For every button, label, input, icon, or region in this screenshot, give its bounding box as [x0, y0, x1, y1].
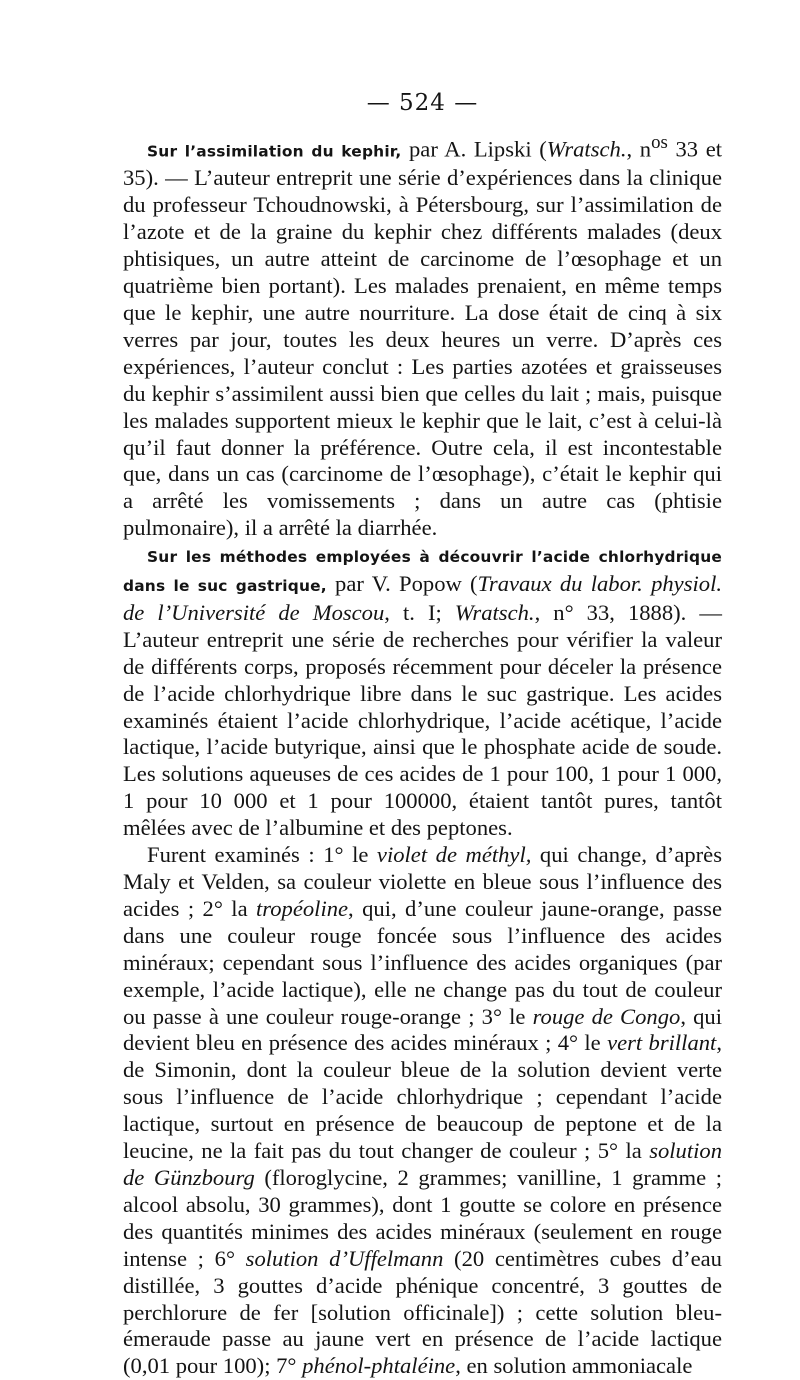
article-lipski-title: Sur l’assimilation du kephir,: [147, 142, 402, 161]
text-run: qui change, d’après Maly et Velden, sa couleur violette en bleue sous l’influence des acides ; 2° la: [123, 842, 722, 921]
reagent-name: tropéoline: [256, 895, 349, 921]
page-number: — 524 —: [366, 90, 479, 116]
article-lipski: [123, 130, 722, 542]
article-popow-volume: , t. I;: [384, 599, 455, 625]
article-popow-title: Sur les méthodes employées à découvrir l’acide chlorhydrique dans le suc gastrique,: [123, 548, 722, 596]
article-lipski-ref-sup: os: [651, 132, 668, 153]
text-run: , qui devient bleu en présence des acides minéraux ; 4° le: [123, 1003, 722, 1056]
text-run: (floroglycine, 2 grammes; vanilline, 1 gramme ; alcool absolu, 30 grammes), dont 1 goutte se colore en présence des quantités minimes des acides minéraux (seulement en rouge intense ; 6°: [123, 1164, 723, 1271]
text-run: , qui, d’une couleur jaune-orange, passe dans une couleur rouge foncée sous l’influence des acides minéraux; cependant sous l’influence des acides organiques (par exemple, l’acide lactique), elle ne change pas du tout de couleur ou passe à une couleur rouge-orange ; 3° le: [123, 895, 722, 1029]
article-lipski-body: L’auteur entreprit une série d’expériences dans la clinique du professeur Tchoudnowski, à Pétersbourg, sur l’assimilation de l’azote et de la graine du kephir chez différents malades (deux phtisiques, un autre atteint de carcinome de l’œsophage et un quatrième bien portant). Les malades prenaient, en même temps que le kephir, une autre nourriture. La dose était de cinq à six verres par jour, toutes les deux heures un verre. D’après ces expériences, l’auteur conclut : Les parties azotées et graisseuses du kephir s’assimilent aussi bien que celles du lait ; mais, puisque les malades supportent mieux le kephir que le lait, c’est à celui-là qu’il faut donner la préférence. Outre cela, il est incontestable que, dans un cas (carcinome de l’œsophage), c’était le kephir qui a arrêté les vomissements ; dans un autre cas (phtisie pulmonaire), il a arrêté la diarrhée.: [123, 165, 722, 541]
reagent-name: violet de méthyl,: [376, 842, 532, 868]
article-lipski-ref-numbers: 33 et 35). —: [123, 136, 723, 191]
article-lipski-ref: , n: [626, 136, 652, 162]
article-popow-body: L’auteur entreprit une série de recherches pour vérifier la valeur de différents corps, proposés récemment pour déceler la présence de l’acide chlorhydrique libre dans le suc gastrique. Les acides examinés étaient l’acide chlorhydrique, l’acide acétique, l’acide lactique, l’acide butyrique, ainsi que le phosphate acide de soude. Les solutions aqueuses de ces acides de 1 pour 100, 1 pour 1 000, 1 pour 10 000 et 1 pour 100000, étaient tantôt pures, tantôt mêlées avec de l’albumine et des peptones.: [123, 626, 722, 841]
article-lipski-source: Wratsch.: [546, 136, 627, 162]
reagent-name: solution d’Uffelmann: [245, 1245, 444, 1271]
article-lipski-author: par A. Lipski (: [401, 136, 547, 162]
reagent-name: phénol-phtaléine: [302, 1353, 456, 1379]
reagent-name: solution de Günzbourg: [123, 1138, 722, 1190]
reagent-name: vert brillant: [607, 1030, 717, 1056]
article-popow: [123, 542, 722, 842]
text-run: Furent examinés : 1° le: [147, 842, 377, 868]
article-popow-ref: , n° 33, 1888). —: [534, 599, 722, 625]
text-run: , en solution ammoniacale: [455, 1353, 693, 1379]
article-popow-paragraph-2: [123, 842, 722, 1380]
article-popow-source: Wratsch.: [454, 599, 535, 625]
text-run: , de Simonin, dont la couleur bleue de la solution devient verte sous l’influence de l’acide chlorhydrique ; cependant l’acide lactique, surtout en présence de beaucoup de peptone et de la leucine, ne la fait pas du tout changer de couleur ; 5° la: [123, 1030, 722, 1164]
text-run: (20 centimètres cubes d’eau distillée, 3 gouttes d’acide phénique concentré, 3 gouttes de perchlorure de fer [solution officinale]) ; cette solution bleu-émeraude passe au jaune vert en présence de l’acide lactique (0,01 pour 100); 7°: [123, 1245, 722, 1379]
article-popow-journal: Travaux du labor. physiol. de l’Université de Moscou: [123, 571, 722, 625]
article-popow-author: par V. Popow (: [326, 571, 478, 597]
reagent-name: rouge de Congo: [532, 1003, 681, 1029]
